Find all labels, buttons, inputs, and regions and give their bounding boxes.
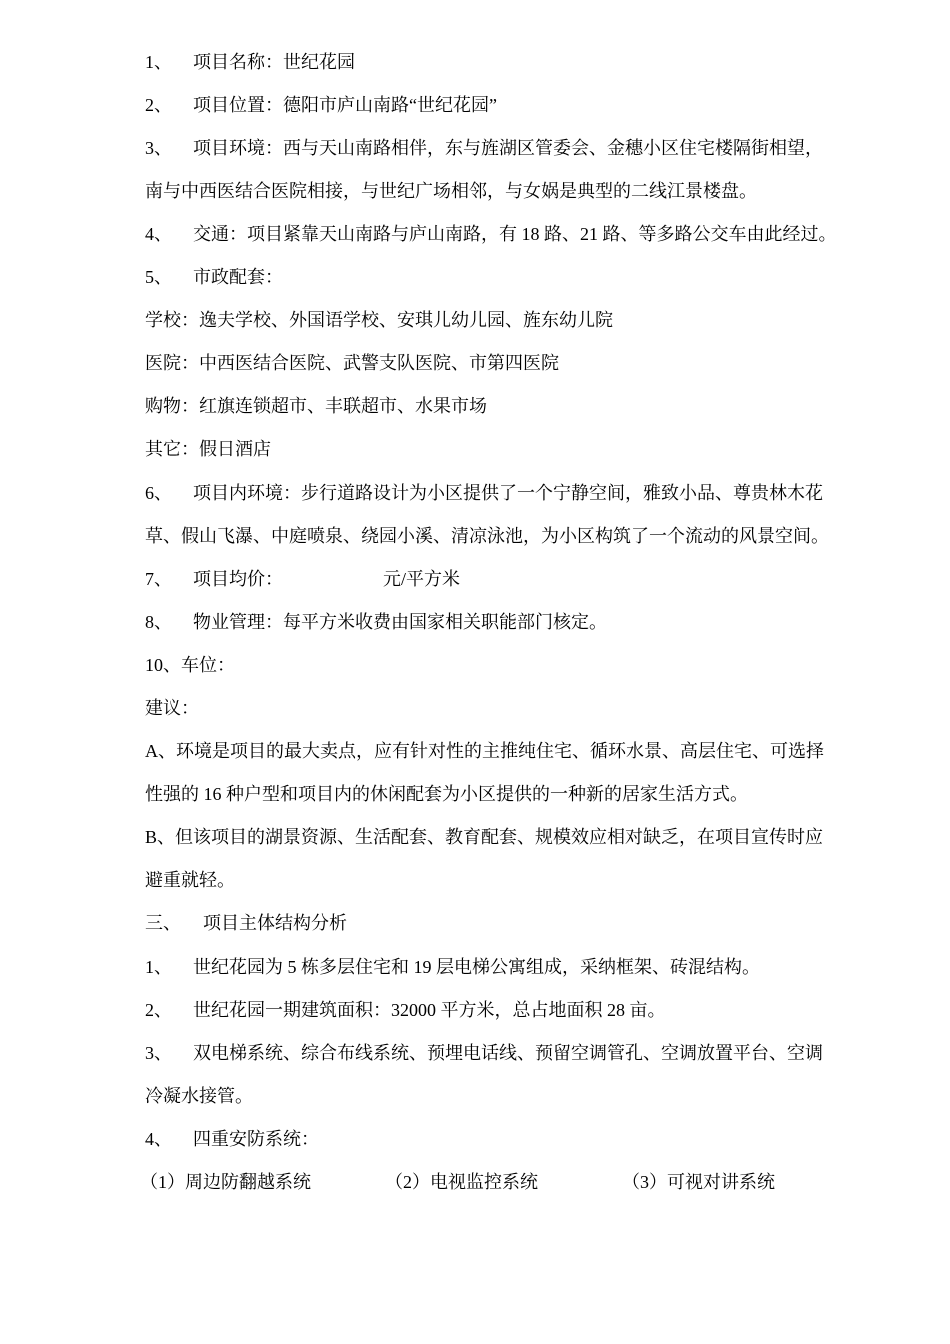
item-number: 3、: [145, 1043, 172, 1063]
text-line: [145, 1084, 253, 1108]
item-text: B、但该项目的湖景资源、生活配套、教育配套、规模效应相对缺乏，在项目宣传时应: [145, 827, 824, 847]
item-text: 避重就轻。: [145, 870, 235, 890]
price-unit: 元/平方米: [383, 569, 461, 589]
text-line: [145, 1041, 823, 1065]
text-line: [145, 394, 487, 418]
item-text: 物业管理：每平方米收费由国家相关职能部门核定。: [193, 612, 607, 632]
text-line: [145, 696, 199, 720]
item-number: 3、: [145, 138, 172, 158]
text-line: [145, 136, 823, 160]
item-text: 其它：假日酒店: [145, 439, 271, 459]
section-heading: [145, 911, 347, 935]
text-line: [145, 222, 837, 246]
item-text: 世纪花园为 5 栋多层住宅和 19 层电梯公寓组成，采纳框架、砖混结构。: [193, 957, 760, 977]
item-text: 冷凝水接管。: [145, 1086, 253, 1106]
item-text: 学校：逸夫学校、外国语学校、安琪儿幼儿园、旌东幼儿院: [145, 310, 613, 330]
text-line: [145, 179, 757, 203]
text-line: [145, 868, 235, 892]
text-line: [145, 998, 666, 1022]
security-system-2: （2）电视监控系统: [385, 1172, 538, 1192]
text-line: [145, 1127, 319, 1151]
item-text: 交通：项目紧靠天山南路与庐山南路，有 18 路、21 路、等多路公交车由此经过。: [193, 224, 837, 244]
item-text: 项目均价：: [193, 569, 283, 589]
item-text: 南与中西医结合医院相接，与世纪广场相邻，与女娲是典型的二线江景楼盘。: [145, 181, 757, 201]
text-line: [145, 610, 607, 634]
text-line: [145, 50, 355, 74]
item-number: 1、: [145, 957, 172, 977]
text-line: [145, 955, 760, 979]
text-line: [145, 437, 271, 461]
item-text: 四重安防系统：: [193, 1129, 319, 1149]
text-line: [145, 739, 824, 763]
item-number: 4、: [145, 224, 172, 244]
item-text: 草、假山飞瀑、中庭喷泉、绕园小溪、清凉泳池，为小区构筑了一个流动的风景空间。: [145, 526, 829, 546]
text-line: [145, 481, 823, 505]
item-number: 4、: [145, 1129, 172, 1149]
item-number: 5、: [145, 267, 172, 287]
text-line: [145, 825, 823, 849]
item-text: 项目位置：德阳市庐山南路“世纪花园”: [193, 95, 497, 115]
item-text: 性强的 16 种户型和项目内的休闲配套为小区提供的一种新的居家生活方式。: [145, 784, 748, 804]
text-line: [145, 524, 829, 548]
item-number: 7、: [145, 569, 172, 589]
text-line: [145, 351, 559, 375]
item-text: 市政配套：: [193, 267, 283, 287]
item-number: 2、: [145, 1000, 172, 1020]
security-system-1: （1）周边防翻越系统: [140, 1172, 311, 1192]
text-line: [145, 265, 283, 289]
item-text: 10、车位：: [145, 655, 235, 675]
text-line: [145, 93, 497, 117]
text-line: [145, 567, 460, 591]
item-text: 双电梯系统、综合布线系统、预埋电话线、预留空调管孔、空调放置平台、空调: [193, 1043, 823, 1063]
item-text: 世纪花园一期建筑面积：32000 平方米，总占地面积 28 亩。: [193, 1000, 666, 1020]
section-title: 项目主体结构分析: [203, 913, 347, 933]
text-line: [145, 653, 235, 677]
item-number: 8、: [145, 612, 172, 632]
item-text: 项目内环境：步行道路设计为小区提供了一个宁静空间，雅致小品、尊贵林木花: [193, 483, 823, 503]
security-system-3: （3）可视对讲系统: [622, 1172, 775, 1192]
item-text: 建议：: [145, 698, 199, 718]
item-number: 1、: [145, 52, 172, 72]
text-line: [145, 308, 613, 332]
item-text: 医院：中西医结合医院、武警支队医院、市第四医院: [145, 353, 559, 373]
item-text: 项目名称：世纪花园: [193, 52, 355, 72]
item-text: A、环境是项目的最大卖点，应有针对性的主推纯住宅、循环水景、高层住宅、可选择: [145, 741, 824, 761]
section-number: 三、: [145, 913, 181, 933]
text-line: [145, 782, 748, 806]
item-number: 2、: [145, 95, 172, 115]
item-number: 6、: [145, 483, 172, 503]
item-text: 购物：红旗连锁超市、丰联超市、水果市场: [145, 396, 487, 416]
item-text: 项目环境：西与天山南路相伴，东与旌湖区管委会、金穗小区住宅楼隔街相望，: [193, 138, 823, 158]
